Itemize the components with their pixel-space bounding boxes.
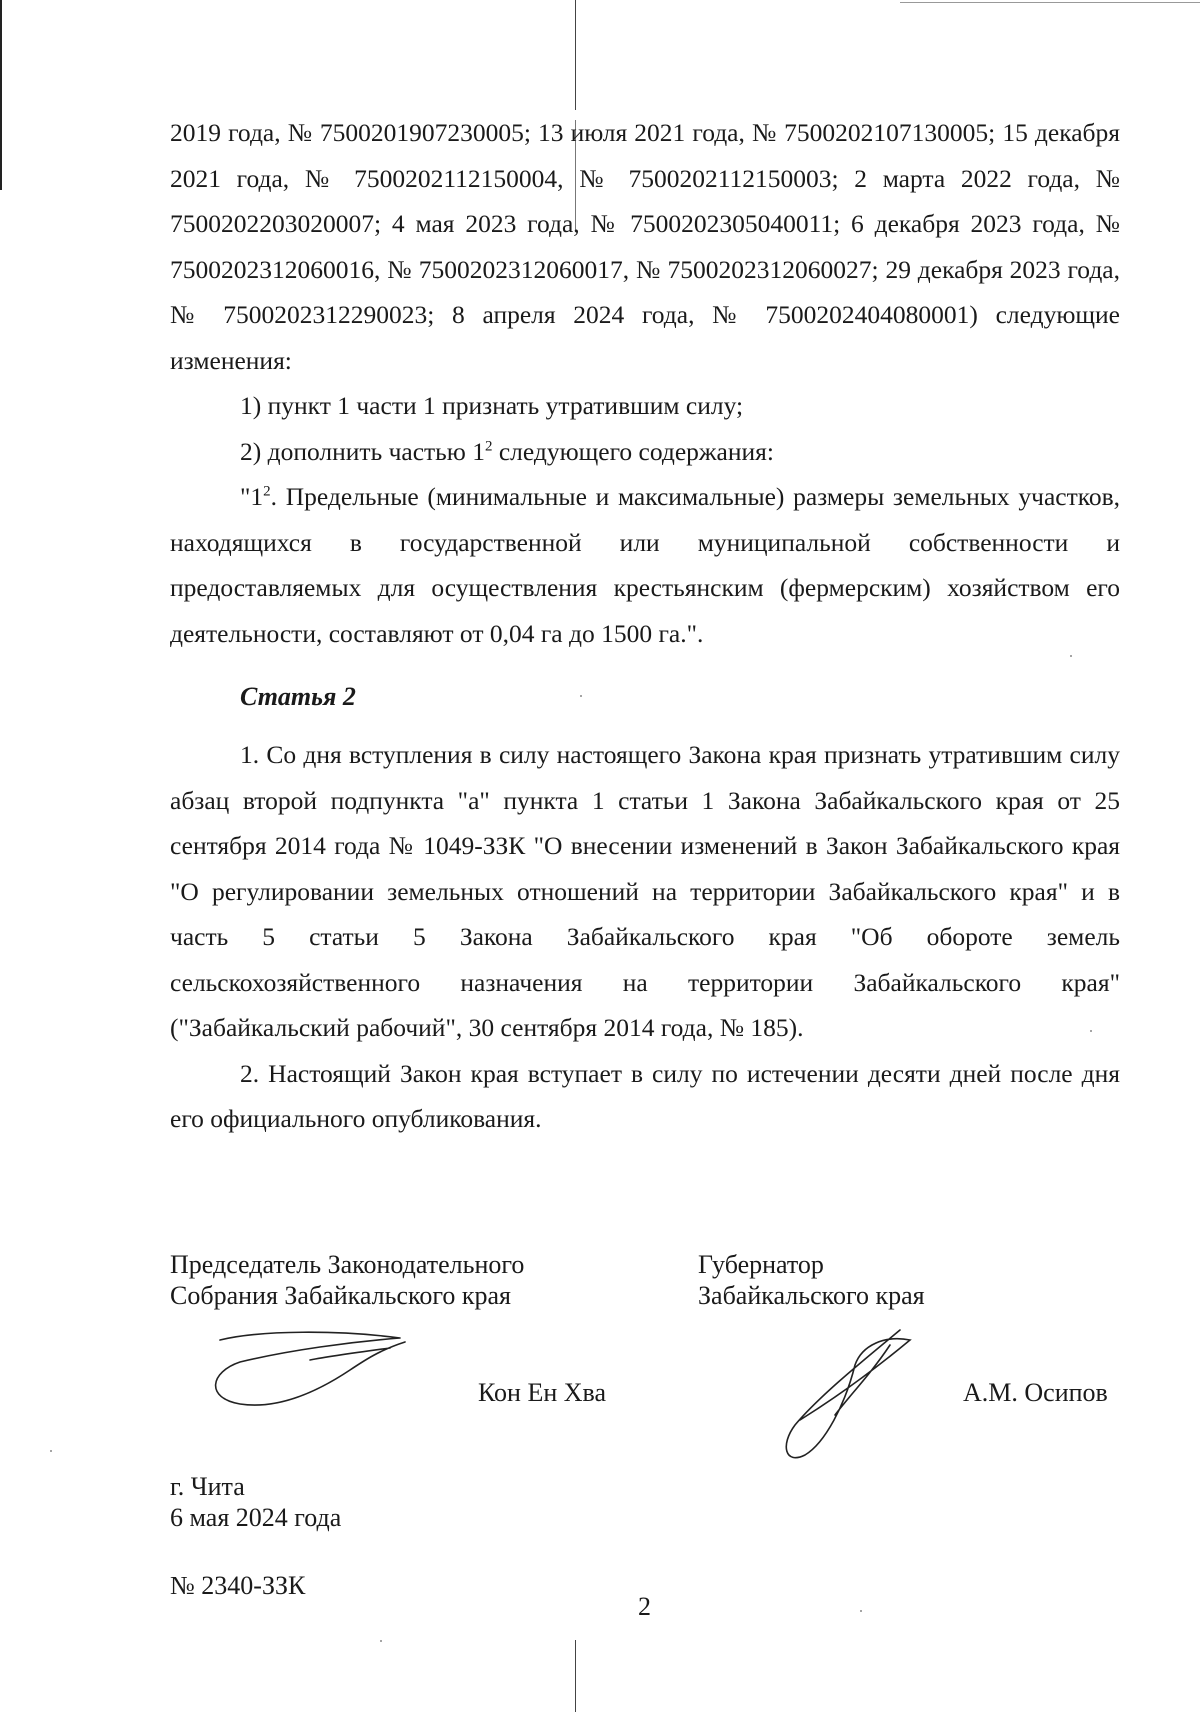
scan-top-line [900,2,1200,3]
fold-line-top [575,0,576,110]
quote-open: "1 [240,482,264,511]
item-2-after: следующего содержания: [492,436,774,466]
scan-edge [0,0,2,190]
page-number: 2 [638,1592,651,1621]
article-2-paragraph-2: 2. Настоящий Закон края вступает в силу по истечении десяти дней после дня его официального опубликования. [170,1058,1120,1133]
scan-speck [580,695,582,697]
item-2 [170,429,1120,475]
chairman-signature [200,1320,410,1410]
chairman-title [170,1249,524,1311]
scan-speck [50,1450,52,1452]
governor-title-line-2: Забайкальского края [698,1281,925,1310]
place-date [170,1471,341,1533]
quote-text: . Предельные (минимальные и максимальные) размеры земельных участков, находящихся в государственной или муниципальной собственности и предоставляемых для осуществления крестьянским (фермерским) хозяйством его деятельности, составляют от 0,04 га до 1500 га.". [170,482,1120,648]
law-number: № 2340-ЗЗК [170,1571,306,1600]
item-1: 1) пункт 1 части 1 признать утратившим силу; [240,391,744,420]
chairman-title-line-1: Председатель Законодательного [170,1250,525,1279]
date: 6 мая 2024 года [170,1503,342,1532]
chairman-name: Кон Ен Хва [478,1378,607,1407]
body-section-1 [170,110,1120,656]
governor-signature [750,1325,930,1475]
governor-title-line-1: Губернатор [698,1250,824,1279]
continuation-paragraph: 2019 года, № 7500201907230005; 13 июля 2021 года, № 7500202107130005; 15 декабря 2021 года, № 7500202112150004, № 7500202112150003; 2 марта 2022 года, № 7500202203020007; 4 мая 2023 года, № 7500202305040011; 6 декабря 2023 года, № 7500202312060016, № 7500202312060017, № 7500202312060027; 29 декабря 2023 года, № 7500202312290023; 8 апреля 2024 года, № 7500202404080001) следующие изменения: [170,118,1120,375]
item-2-before: 2) дополнить частью 1 [240,436,485,466]
scan-speck [1070,655,1072,657]
quote-sup: 2 [263,483,271,500]
article-2-heading: Статья 2 [240,682,356,711]
chairman-title-line-2: Собрания Забайкальского края [170,1281,511,1310]
scan-speck [860,1610,862,1612]
scan-speck [380,1640,382,1642]
article-2-paragraph-1: 1. Со дня вступления в силу настоящего Закона края признать утратившим силу абзац второй подпункта "а" пункта 1 статьи 1 Закона Забайкальского края от 25 сентября 2014 года № 1049-ЗЗК "О внесении изменений в Закон Забайкальского края "О регулировании земельных отношений на территории Забайкальского края" и в часть 5 статьи 5 Закона Забайкальского края "Об обороте земель сельскохозяйственного назначения на территории Забайкальского края" ("Забайкальский рабочий", 30 сентября 2014 года, № 185). [170,740,1120,1042]
scan-speck [1090,1030,1092,1032]
governor-title [698,1249,925,1311]
item-2-quote [170,474,1120,656]
item-2-sup: 2 [484,438,493,454]
body-section-2 [170,732,1120,1142]
city: г. Чита [170,1472,245,1501]
governor-name: А.М. Осипов [963,1378,1108,1407]
fold-line-bottom [575,1640,576,1712]
